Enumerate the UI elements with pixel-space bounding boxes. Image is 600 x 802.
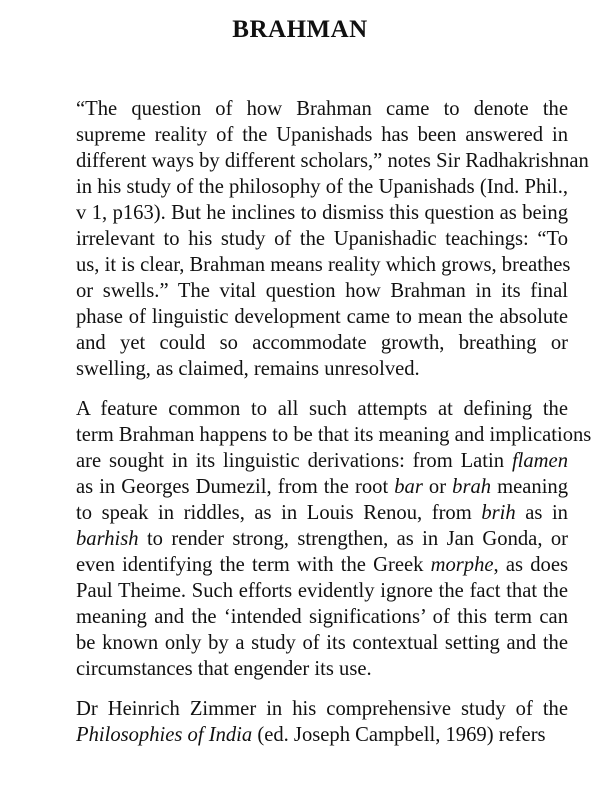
text-run: different ways by different scholars,” notes Sir Radhakrishnan [76, 150, 589, 172]
text-run: us, it is clear, Brahman means reality which grows, breathes [76, 254, 571, 276]
text-run: or [422, 476, 453, 498]
text-line [40, 656, 568, 682]
text-line [40, 174, 568, 200]
text-line [40, 200, 568, 226]
text-run: as in Georges Dumezil, from the root [76, 476, 395, 498]
paragraph [40, 696, 568, 748]
text-line [40, 122, 568, 148]
text-line [40, 474, 568, 500]
text-run: as in [515, 502, 568, 524]
text-line [40, 500, 568, 526]
text-run: and yet could so accommodate growth, breathing or [76, 332, 568, 354]
text-run: or swells.” The vital question how Brahman in its final [76, 280, 568, 302]
text-run: v 1, p163). But he inclines to dismiss this question as being [76, 202, 568, 224]
text-run: A feature common to all such attempts at defining the [76, 398, 568, 420]
italic-term: bar [394, 476, 423, 498]
text-line [40, 696, 568, 722]
text-run: circumstances that engender its use. [76, 658, 372, 680]
text-run: Paul Theime. Such efforts evidently ignore the fact that the [76, 580, 568, 602]
text-run: “The question of how Brahman came to denote the [76, 98, 568, 120]
text-line [40, 526, 568, 552]
text-line [40, 252, 571, 278]
text-run: to render strong, strengthen, as in Jan Gonda, or [138, 528, 568, 550]
text-run: (ed. Joseph Campbell, 1969) refers [252, 724, 546, 746]
text-run: irrelevant to his study of the Upanishadic teachings: “To [76, 228, 568, 250]
text-line [40, 396, 568, 422]
text-line [40, 304, 568, 330]
text-run: swelling, as claimed, remains unresolved. [76, 358, 420, 380]
text-line [40, 96, 568, 122]
chapter-title: BRAHMAN [232, 16, 368, 43]
text-line [40, 448, 568, 474]
paragraph [40, 96, 589, 382]
text-run: phase of linguistic development came to mean the absolute [76, 306, 568, 328]
text-line [40, 604, 568, 630]
text-line [40, 552, 568, 578]
italic-term: barhish [76, 528, 139, 550]
italic-term: brih [481, 502, 516, 524]
text-line [40, 722, 568, 748]
italic-term: flamen [511, 450, 568, 472]
text-run: meaning [491, 476, 569, 498]
text-line [40, 278, 568, 304]
text-run: Dr Heinrich Zimmer in his comprehensive study of the [76, 698, 568, 720]
text-run: even identifying the term with the Greek [76, 554, 431, 576]
text-run: meaning and the ‘intended significations’ of this term can [76, 606, 568, 628]
text-line [40, 330, 568, 356]
text-run: , as does [493, 554, 568, 576]
italic-term: Philosophies of India [76, 724, 253, 746]
text-run: be known only by a study of its contextual setting and the [76, 632, 568, 654]
text-run: supreme reality of the Upanishads has been answered in [76, 124, 568, 146]
text-run: to speak in riddles, as in Louis Renou, from [76, 502, 482, 524]
text-line [40, 148, 589, 174]
text-run: in his study of the philosophy of the Upanishads (Ind. Phil., [76, 176, 568, 198]
italic-term: brah [452, 476, 492, 498]
text-run: term Brahman happens to be that its meaning and implications [76, 424, 592, 446]
text-line [40, 226, 568, 252]
body-text [40, 96, 592, 762]
text-run: are sought in its linguistic derivations: from Latin [76, 450, 512, 472]
text-line [40, 630, 568, 656]
text-line [40, 578, 568, 604]
text-line [40, 422, 592, 448]
italic-term: morphe [430, 554, 494, 576]
text-line [40, 356, 568, 382]
paragraph [40, 396, 592, 682]
